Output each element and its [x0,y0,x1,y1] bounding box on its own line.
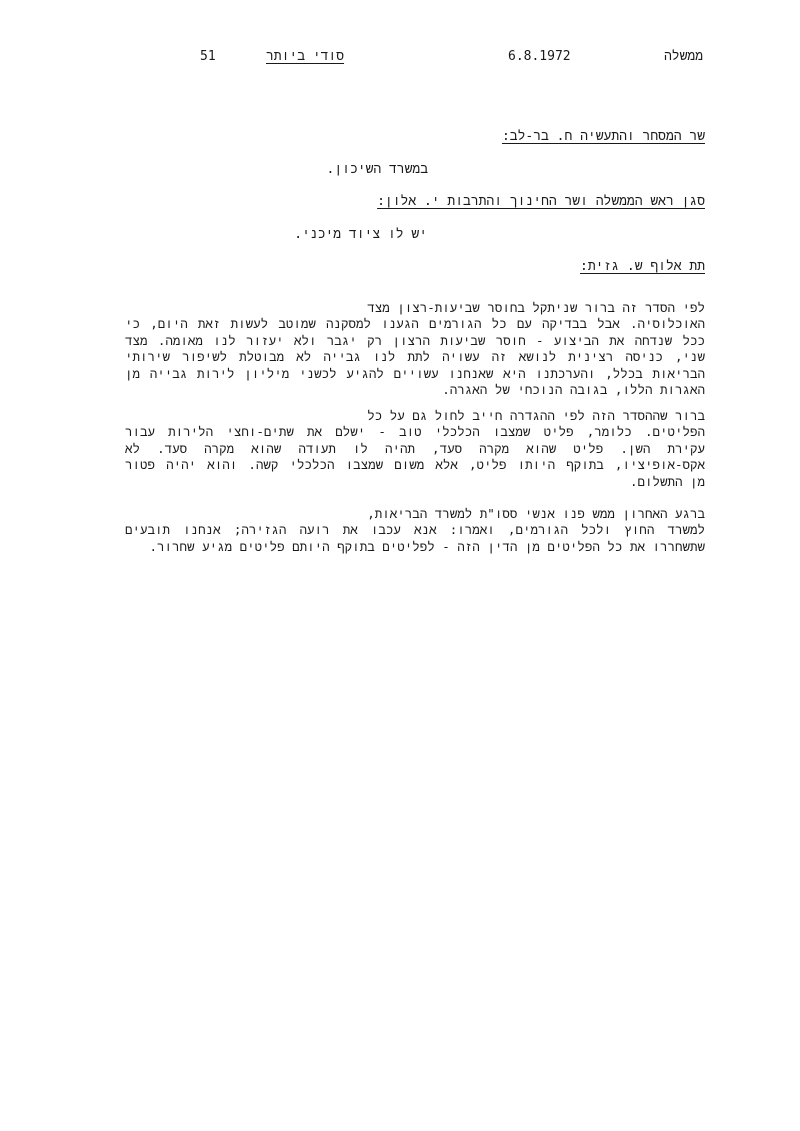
paragraph-3 [125,506,705,555]
paragraph-line: עקירת השן. פליט שהוא מקרה סעד, תהיה לו תעודה שהוא מקרה סעד. לא [125,440,705,456]
speaker-statement-bar-lev: במשרד השיכון. [326,162,428,177]
speaker-statement-alon: יש לו ציוד מיכני. [294,227,427,242]
paragraph-line: הפליטים. כלומר, פליט שמצבו הכלכלי טוב - ישלם את שתים-וחצי הלירות עבור [125,424,705,440]
paragraph-line: אקס-אופיציו, בתוקף היותו פליט, אלא משום שמצבו הכלכלי קשה. והוא יהיה פטור [125,457,705,473]
paragraph-line: האגרות הללו, בגובה הנוכחי של האגרה. [442,382,705,398]
paragraph-line: לפי הסדר זה ברור שניתקל בחוסר שביעות-רצון מצד [367,300,705,315]
paragraph-line: למשרד החוץ ולכל הגורמים, ואמרו: אנא עכבו את רועה הגזירה; אנחנו תובעים [125,522,705,538]
paragraph-line: האוכלוסיה. אבל בבדיקה עם כל הגורמים הגענו למסקנה שמוטב לעשות זאת היום, כי [125,316,705,332]
government-label: ממשלה [664,49,704,64]
paragraph-line: שתשחררו את כל הפליטים מן הדין הזה - לפליטים בתוקף היותם פליטים מגיע שחרור. [149,538,705,554]
paragraph-2 [125,408,705,490]
paragraph-line: מן התשלום. [629,473,705,489]
classification-label: סודי ביותר [266,49,345,64]
paragraph-line: ברגע האחרון ממש פנו אנשי ססו"ת למשרד הבריאות, [367,506,705,521]
page-number: 51 [200,49,216,64]
speaker-heading-alon: סגן ראש הממשלה ושר החינוך והתרבות י. אלון: [377,194,705,209]
paragraph-line: שני, כניסה רצינית לנושא זה עשויה לתת לנו גבייה לא מבוטלת לשיפור שירותי [125,349,705,365]
document-date: 6.8.1972 [508,49,571,64]
paragraph-line: הבריאות בכלל, והערכתנו היא שאנחנו עשויים להגיע לכשני מיליון לירות גבייה מן [125,365,705,381]
speaker-heading-gazit: תת אלוף ש. גזית: [580,259,705,274]
paragraph-1 [125,300,705,398]
paragraph-line: ברור שההסדר הזה לפי ההגדרה חייב לחול גם על כל [367,408,705,423]
speaker-heading-bar-lev: שר המסחר והתעשיה ח. בר-לב: [501,129,705,144]
paragraph-line: ככל שנדחה את הביצוע - חוסר שביעות הרצון רק יגבר ולא יעזור לנו מאומה. מצד [125,332,705,348]
